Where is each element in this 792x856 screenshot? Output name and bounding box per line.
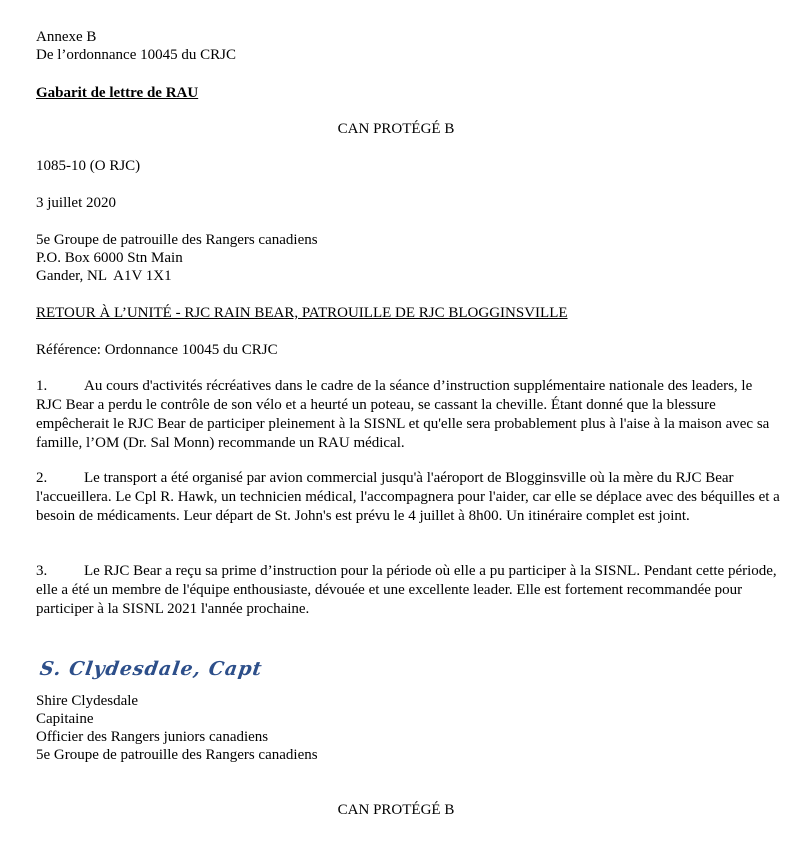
signatory-rank: Capitaine (36, 711, 94, 727)
address-line-2: P.O. Box 6000 Stn Main (36, 250, 183, 266)
subject-line: RETOUR À L’UNITÉ - RJC RAIN BEAR, PATROUILLE DE RJC BLOGGINSVILLE (36, 305, 568, 321)
signature-block (36, 692, 776, 764)
handwritten-signature: S. Clydesdale, Capt (38, 658, 264, 680)
letter-date: 3 juillet 2020 (36, 195, 116, 211)
recipient-address (36, 231, 776, 285)
order-reference-line: De l’ordonnance 10045 du CRJC (36, 47, 236, 63)
paragraph-number: 3. (36, 563, 48, 579)
paragraph-text: Le transport a été organisé par avion commercial jusqu'à l'aéroport de Blogginsville où la mère du RJC Bear l'accueillera. Le Cpl R. Hawk, un technicien médical, l'accompagnera pour l'aider, car elle se déplace avec des béquilles et a besoin de médicaments. Leur départ de St. John's est prévu le 4 juillet à 8h00. Un itinéraire complet est joint. (36, 470, 780, 524)
paragraph-3 (36, 562, 781, 619)
file-number: 1085-10 (O RJC) (36, 158, 141, 174)
paragraph-number: 2. (36, 470, 48, 486)
annex-header (36, 28, 776, 64)
annex-label: Annexe B (36, 29, 97, 45)
paragraph-1 (36, 377, 781, 453)
paragraph-text: Au cours d'activités récréatives dans le cadre de la séance d’instruction supplémentaire nationale des leaders, le RJC Bear a perdu le contrôle de son vélo et a heurté un poteau, se cassant la cheville. Étant donné que la blessure empêcherait le RJC Bear de participer pleinement à la SISNL et qu'elle sera probablement plus à l'aise à la maison avec sa famille, l’OM (Dr. Sal Monn) recommande un RAU médical. (36, 378, 770, 451)
classification-bottom: CAN PROTÉGÉ B (337, 802, 455, 818)
paragraph-2 (36, 469, 781, 526)
classification-top: CAN PROTÉGÉ B (337, 121, 455, 137)
paragraph-text: Le RJC Bear a reçu sa prime d’instruction pour la période où elle a pu participer à la SISNL. Pendant cette période, elle a été un membre de l'équipe enthousiaste, dévouée et une excellente leader. Elle est fortement recommandée pour participer à la SISNL 2021 l'année prochaine. (36, 563, 777, 617)
address-line-1: 5e Groupe de patrouille des Rangers canadiens (36, 232, 318, 248)
address-line-3: Gander, NL A1V 1X1 (36, 268, 172, 284)
reference-line: Référence: Ordonnance 10045 du CRJC (36, 342, 278, 358)
template-title: Gabarit de lettre de RAU (36, 85, 199, 101)
signatory-unit: 5e Groupe de patrouille des Rangers canadiens (36, 747, 318, 763)
paragraph-number: 1. (36, 378, 48, 394)
signatory-role: Officier des Rangers juniors canadiens (36, 729, 269, 745)
signatory-name: Shire Clydesdale (36, 693, 139, 709)
